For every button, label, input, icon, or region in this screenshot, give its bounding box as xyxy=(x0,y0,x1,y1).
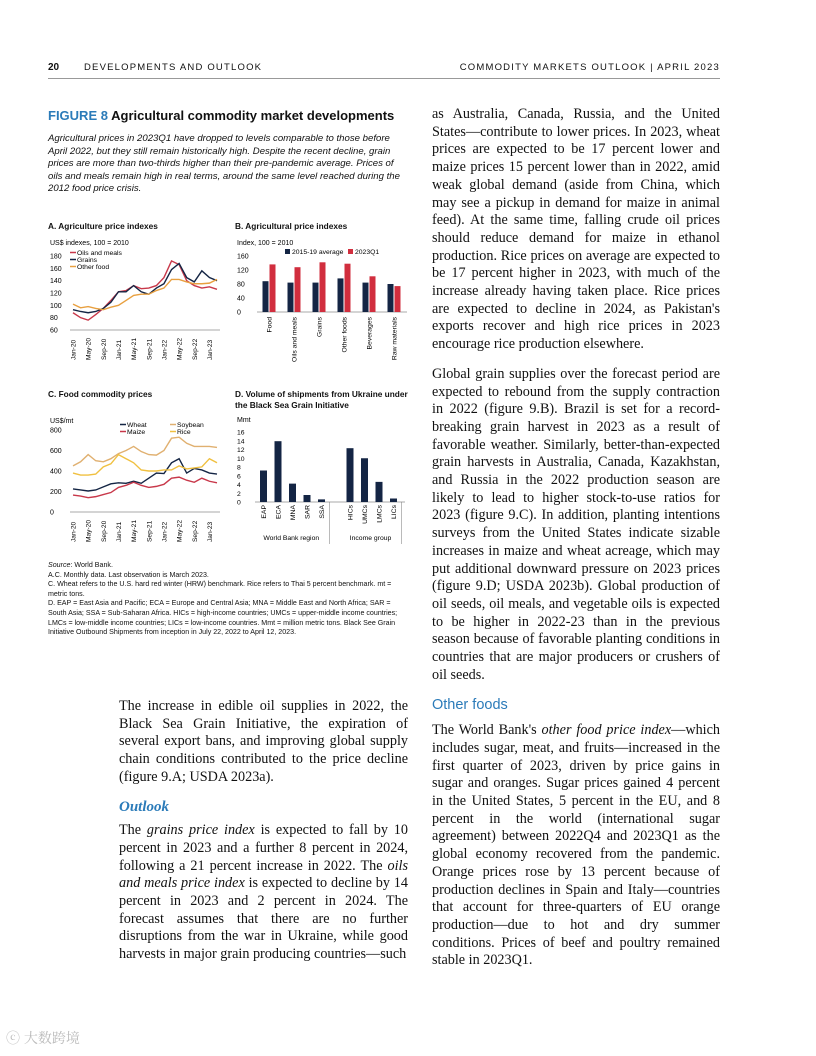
paragraph: as Australia, Canada, Russia, and the United States—contribute to lower prices. In 2023, wheat prices are expected to be 17 percent lower and maize prices 15 percent lower than in 2022, amid weak global demand (aside from China, which may see a pickup in demand for maize in animal feed). At the same time, falling crude oil prices should reduce demand for maize in ethanol production. Rice prices on average are expected to be 17 percent higher in 2023, with much of the increase already having taken place. Rice prices are expected to decline in 2024, as Pakistan's exports recover and high rice prices in 2023 encourage rice production elsewhere. xyxy=(432,106,720,353)
chart-d xyxy=(235,414,410,546)
x-tick-label: Jan-21 xyxy=(115,521,123,542)
figure-subtitle: Agricultural prices in 2023Q1 have dropped to levels comparable to those before April 2022, but they still remain historically high. Despite the recent decline, grain prices are more than two-thirds higher than their pre-pandemic average. Prices of oils and meals remain high in real terms, around the same level reached during the 2012 food price crisis. xyxy=(48,133,400,195)
x-tick-label: Other foods xyxy=(341,317,349,353)
panel-a-title: A. Agriculture price indexes xyxy=(48,221,158,231)
x-tick-label: Jan-21 xyxy=(115,339,123,360)
bar-2023Q1 xyxy=(295,267,301,312)
x-tick-label: LICs xyxy=(391,505,398,519)
x-tick-label: May-22 xyxy=(176,520,184,542)
note-line: C. Wheat refers to the U.S. hard red winter (HRW) benchmark. Rice refers to Thai 5 percent benchmark. mt = metric tons. xyxy=(48,580,392,598)
y-axis-label: Index, 100 = 2010 xyxy=(237,240,294,247)
y-tick-label: 10 xyxy=(237,455,245,463)
note-line: A.C. Monthly data. Last observation is March 2023. xyxy=(48,570,209,579)
figure-number: FIGURE 8 xyxy=(48,108,108,123)
bar-2015-19-average xyxy=(363,283,369,312)
header-rule xyxy=(48,78,720,79)
x-tick-label: EAP xyxy=(261,505,268,519)
bar-2023Q1 xyxy=(370,276,376,312)
y-tick-label: 0 xyxy=(237,499,241,507)
y-tick-label: 160 xyxy=(237,253,249,261)
y-tick-label: 14 xyxy=(237,438,245,446)
y-tick-label: 0 xyxy=(50,509,54,517)
bar-2023Q1 xyxy=(395,286,401,312)
x-tick-label: SSA xyxy=(319,505,326,519)
chart-b xyxy=(235,236,410,376)
bar-2015-19-average xyxy=(313,283,319,312)
panel-b-title: B. Agricultural price indexes xyxy=(235,221,348,231)
x-tick-label: Raw materials xyxy=(391,317,399,361)
bar xyxy=(347,448,354,502)
y-tick-label: 0 xyxy=(237,309,241,317)
left-body-column xyxy=(119,698,408,976)
bar xyxy=(260,471,267,503)
x-tick-label: UMCs xyxy=(362,505,369,524)
source-text: : World Bank. xyxy=(70,561,113,569)
bar xyxy=(390,499,397,503)
x-tick-label: LMCs xyxy=(376,505,384,523)
y-tick-label: 100 xyxy=(50,302,62,310)
series-line-rice xyxy=(73,455,217,476)
y-tick-label: 400 xyxy=(50,468,62,476)
note-line: D. EAP = East Asia and Pacific; ECA = Europe and Central Asia; MNA = Middle East and North Africa; SAR = South Asia; SSA = Sub-Saharan Africa. HICs = high-income countries; UMCs = upper-middle income countries; LMCs = low-middle income countries; LICs = low-income countries. Mmt = million metric tons. Black See Grain Initiative Outbound Shipments from inception in July 22, 2022 to April 12, 2023. xyxy=(48,599,398,637)
y-tick-label: 4 xyxy=(237,482,241,489)
bar-2015-19-average xyxy=(263,281,269,312)
y-tick-label: 60 xyxy=(50,327,58,335)
figure-title xyxy=(48,108,394,123)
group-label: World Bank region xyxy=(263,535,320,542)
legend-label: Soybean xyxy=(177,422,204,429)
chart-a xyxy=(48,236,228,376)
y-axis-label: Mmt xyxy=(237,417,251,424)
bar xyxy=(304,495,311,502)
x-tick-label: Oils and meals xyxy=(291,317,299,362)
x-tick-label: Jan-20 xyxy=(70,339,78,360)
paragraph: The grains price index is expected to fall by 10 percent in 2023 and a further 8 percent in 2024, following a 21 percent increase in 2022. The oils and meals price index is expected to decline by 14 percent in 2023 and 2 percent in 2024. The forecast assumes that there are no further disruptions from the war in Ukraine, while good harvests in major grain producing countries—such xyxy=(119,822,408,963)
x-tick-label: Sep-20 xyxy=(100,338,108,360)
x-tick-label: Jan-22 xyxy=(161,339,169,360)
y-tick-label: 80 xyxy=(50,315,58,323)
series-line-other-food xyxy=(73,279,217,309)
paragraph: Global grain supplies over the forecast period are expected to rebound from the supply contraction in 2022 (figure 9.B). Brazil is set for a record-breaking grain harvest in 2023 as a result of favorable weather. Similarly, better-than-expected grain harvests in Australia, Canada, Kazakhstan, and Russia in the 2022 production season are likely to lead to higher stock-to-use ratios for 2023 (figure 9.C). In addition, planting intentions surveys from the United States indicate sizable increases in maize and wheat acreage, which may put additional downward pressure on 2023 prices (figure 9.D; USDA 2023b). Global production of oil seeds, oil meals, and vegetable oils is expected to be higher in 2022-23 than in the previous season because of favorable planting conditions in countries that are major producers or crushers of oil seeds. xyxy=(432,365,720,683)
group-label: Income group xyxy=(349,535,392,542)
series-line-soybean xyxy=(73,437,217,466)
bar xyxy=(376,482,383,502)
y-tick-label: 12 xyxy=(237,447,245,454)
bar xyxy=(275,441,282,502)
y-tick-label: 800 xyxy=(50,427,62,435)
legend-label: Wheat xyxy=(127,422,147,429)
y-tick-label: 120 xyxy=(50,290,62,298)
panel-d-title: D. Volume of shipments from Ukraine under the Black Sea Grain Initiative xyxy=(235,389,408,410)
x-tick-label: Jan-22 xyxy=(161,521,169,542)
x-tick-label: May-21 xyxy=(131,338,139,360)
y-tick-label: 2 xyxy=(237,490,241,498)
x-tick-label: MNA xyxy=(290,505,297,521)
y-tick-label: 16 xyxy=(237,429,245,437)
legend-label: Oils and meals xyxy=(77,250,122,257)
source-label: Source xyxy=(48,561,71,569)
x-tick-label: Sep-20 xyxy=(100,520,108,542)
x-tick-label: Beverages xyxy=(366,317,374,350)
x-tick-label: Sep-22 xyxy=(191,338,199,360)
x-tick-label: May-21 xyxy=(131,520,139,542)
chart-c xyxy=(48,414,228,546)
y-tick-label: 600 xyxy=(50,448,62,455)
bar-2015-19-average xyxy=(288,283,294,312)
y-tick-label: 200 xyxy=(50,489,62,496)
bar-2023Q1 xyxy=(270,264,276,312)
legend-label: Maize xyxy=(127,429,146,436)
running-header-right: COMMODITY MARKETS OUTLOOK | APRIL 2023 xyxy=(459,62,720,73)
y-tick-label: 160 xyxy=(50,265,62,273)
bar-2015-19-average xyxy=(388,284,394,312)
legend-swatch xyxy=(285,249,290,254)
y-tick-label: 120 xyxy=(237,267,249,275)
x-tick-label: Jan-20 xyxy=(70,521,78,542)
section-heading-outlook: Outlook xyxy=(119,798,170,815)
y-tick-label: 140 xyxy=(50,278,62,286)
legend-label: Other food xyxy=(77,264,110,271)
x-tick-label: ECA xyxy=(275,505,283,519)
bar xyxy=(289,484,296,502)
page-number: 20 xyxy=(48,62,60,73)
x-tick-label: HICs xyxy=(347,505,355,521)
section-heading-other-foods: Other foods xyxy=(432,696,508,713)
legend-label: 2023Q1 xyxy=(355,249,380,256)
legend-swatch xyxy=(348,249,353,254)
running-header-left: DEVELOPMENTS AND OUTLOOK xyxy=(84,62,263,73)
x-tick-label: Sep-22 xyxy=(191,520,199,542)
legend-label: Grains xyxy=(77,257,98,264)
bar-2023Q1 xyxy=(320,262,326,312)
paragraph: The increase in edible oil supplies in 2022, the Black Sea Grain Initiative, the expiration of several export bans, and improving global supply chain conditions contributed to the price decline (figure 9.A; USDA 2023a). xyxy=(119,698,408,785)
bar-2023Q1 xyxy=(345,264,351,312)
x-tick-label: Sep-21 xyxy=(146,338,154,360)
figure-title-text: Agricultural commodity market developments xyxy=(111,108,395,123)
bar-2015-19-average xyxy=(338,278,344,312)
y-tick-label: 80 xyxy=(237,281,245,289)
y-axis-label: US$/mt xyxy=(50,418,74,425)
paragraph: The World Bank's other food price index—which includes sugar, meat, and fruits—increased in the first quarter of 2023, driven by price gains in sugar and oranges. Sugar prices gained 4 percent in the United States, 5 percent in the EU, and 8 percent in the world (international sugar agreement) between 2022Q4 and 2023Q1 as the global economy recovered from the pandemic. Orange prices rose by 13 percent because of production declines in Spain and Italy—countries that account for three-quarters of EU orange production—due to hot and dry summer conditions. Prices of beef and poultry remained stable in 2023Q1. xyxy=(432,722,721,969)
y-tick-label: 180 xyxy=(50,253,62,261)
bar xyxy=(318,499,325,502)
y-axis-label: US$ indexes, 100 = 2010 xyxy=(50,240,129,247)
x-tick-label: Food xyxy=(266,317,274,333)
x-tick-label: Grains xyxy=(316,317,324,338)
x-tick-label: Sep-21 xyxy=(146,520,154,542)
legend-label: Rice xyxy=(177,429,191,436)
watermark-logo: ⓒ 大数跨境 xyxy=(6,1030,80,1046)
x-tick-label: Jan-23 xyxy=(206,339,214,360)
right-body-column xyxy=(432,106,720,982)
x-tick-label: May-20 xyxy=(85,338,93,360)
x-tick-label: May-22 xyxy=(176,338,184,360)
y-tick-label: 6 xyxy=(237,473,241,481)
x-tick-label: May-20 xyxy=(85,520,93,542)
x-tick-label: Jan-23 xyxy=(206,521,214,542)
legend-label: 2015-19 average xyxy=(292,249,344,256)
x-tick-label: SAR xyxy=(304,505,312,519)
y-tick-label: 8 xyxy=(237,464,241,472)
panel-c-title: C. Food commodity prices xyxy=(48,389,153,399)
bar xyxy=(361,458,368,502)
figure-notes xyxy=(48,561,410,638)
y-tick-label: 40 xyxy=(237,295,245,303)
